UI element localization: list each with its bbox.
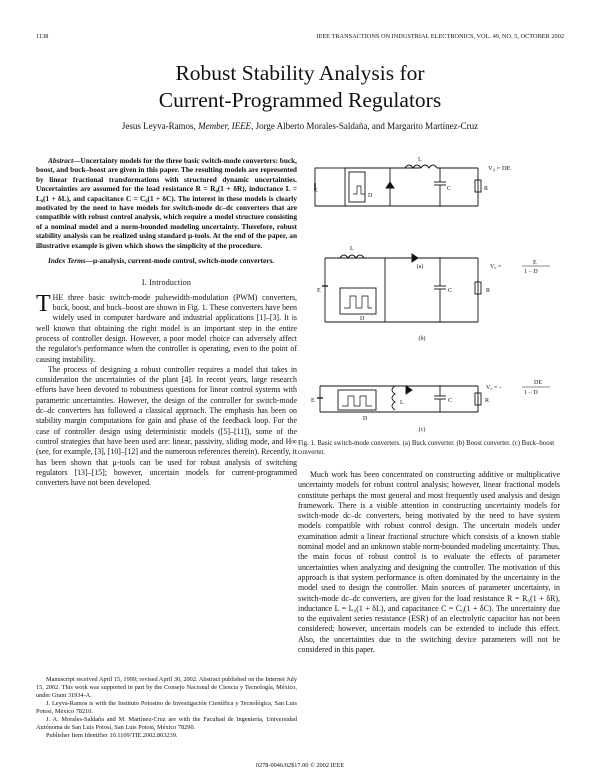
- subfigure-label-a: (a): [416, 264, 424, 270]
- section-heading: I. Introduction: [141, 278, 192, 288]
- label-r-c: R: [485, 398, 490, 404]
- label-e-c: E: [311, 398, 315, 404]
- abstract-label: Abstract: [48, 156, 74, 165]
- vo-equation-b-numerator: E: [533, 260, 537, 266]
- abstract: [36, 156, 297, 250]
- label-r-b: R: [486, 288, 491, 294]
- footnote: J. A. Morales-Saldaña and M. Martínez-Cruz are with the Facultad de Ingeniería, Universidad Autónoma de San Luis Potosí, San Luis Potosí, México 78290.: [36, 716, 297, 731]
- figure-caption: Fig. 1. Basic switch-mode converters. (a) Buck converter. (b) Boost converter. (c) Buck–boost converter.: [298, 440, 555, 456]
- footnote: Publisher Item Identifier 10.1109/TIE.2002.803239.: [46, 732, 178, 739]
- label-c-c: C: [448, 398, 453, 404]
- page-number: 1138: [36, 33, 49, 40]
- right-column: [298, 470, 560, 655]
- label-r-a: R: [484, 186, 489, 192]
- intro-paragraph-2: The process of designing a robust controller requires a model that takes in consideration the uncertainties of the plant [4]. In recent years, large research efforts have been devoted to robustness questions for linear control systems with parametric uncertainties. However, the design of the controller for switch-mode dc–dc converters has followed a classical approach. The emphasis has been on stability margin computations for gain and phase of the feedback loop. For the case of controller design using deterministic models ([5]–[11]), some of the control strategies that have been used are: linear, passivity, sliding mode, and H∞ (see, for example, [3], [10]–[12] and the numerous references therein). Recently, it has been shown that μ-tools can be used for robust analysis of switching regulators [13]–[15]; however, uncertain models for current-programmed converters have not been developed.: [36, 364, 297, 488]
- label-l-b: L: [350, 246, 354, 252]
- intro-paragraph-1: [36, 290, 297, 365]
- footnote: J. Leyva-Ramos is with the Instituto Potosino de Investigación Científica y Tecnológica, San Luis Potosí, México 78210.: [36, 700, 297, 715]
- label-l-a: L: [418, 157, 422, 163]
- label-d-a: D: [368, 193, 373, 199]
- left-column: [36, 156, 297, 488]
- footnotes: [36, 676, 297, 740]
- index-terms-text: —μ-analysis, current-mode control, switch-mode converters.: [85, 256, 275, 266]
- drop-cap: T: [36, 290, 51, 317]
- label-d-c: D: [363, 416, 368, 422]
- label-e-b: E: [317, 288, 321, 294]
- label-l-c: L: [400, 400, 404, 406]
- authors-rest: , Jorge Alberto Morales-Saldaña, and Margarito Martínez-Cruz: [251, 121, 479, 131]
- label-c-b: C: [448, 288, 453, 294]
- label-d-b: D: [360, 316, 365, 322]
- abstract-text: —Uncertainty models for the three basic switch-mode converters: buck, boost, and buck–boost are given in this paper. The resulting models are represented by linear fractional transformations with structured dynamic uncertainties. Uncertainties are assumed for the load resistance R = R₀(1 + δR), inductance L = L₀(1 + δL), and capacitance C = C₀(1 + δC). The interest in these models is clearly motivated by the need to have models for switch-mode dc–dc converters that are compatible with robust control analysis, which require a model structure consisting of a nominal model and a norm-bounded modeling uncertainty. Therefore, robust stability analysis can be realized using standard μ-tools. At the end of the paper, an illustrative example is given which shows the simplicity of the procedure.: [36, 156, 297, 250]
- footnote: Manuscript received April 15, 1999; revised April 30, 2002. Abstract published on the Internet July 15, 2002. This work was supported in part by the Consejo Nacional de Ciencia y Tecnología, México, under Grant 31934-A.: [36, 676, 297, 699]
- vo-equation-c-prefix: V₀ = −: [486, 385, 503, 391]
- running-header: IEEE TRANSACTIONS ON INDUSTRIAL ELECTRONICS, VOL. 49, NO. 5, OCTOBER 2002: [316, 33, 564, 40]
- paper-title: [0, 60, 600, 114]
- title-line-1: Robust Stability Analysis for: [175, 61, 425, 85]
- label-c-a: C: [447, 186, 452, 192]
- title-line-2: Current-Programmed Regulators: [158, 88, 442, 112]
- right-paragraph: Much work has been concentrated on constructing additive or multiplicative uncertainty models for robust control analysis; however, linear fractional models constitute perhaps the most general and most frequently used analysis and design framework. There is a visible attention in constructing uncertainty models for switch-mode dc–dc converters, being motivated by the need to have system models compatible with robust control design. The uncertain models under examination admit a linear fractional structure which consists of a known stable nominal model and an unknown stable norm-bounded modeling uncertainty. Thus, the main focus of robust control is to evaluate the effects of parameter uncertainties when analyzing and designing the controller. The motivation of this approach is that system performance is often dominated by the uncertainty in the model used to design the controller. Main sources of parameter uncertainty, in switch-mode dc–dc converters, are given for the load resistance R = R₀(1 + δR), inductance L = L₀(1 + δL), and capacitance C = C₀(1 + δC). The uncertainty due to the equivalent series resistance (ESR) of an electrolytic capacitor has not been considered; however, uncertain models can be extended to include this effect. Also, the uncertainties due to the switching device parameters will not be considered in this paper.: [298, 470, 560, 655]
- intro-p1-text: HE three basic switch-mode pulsewidth-modulation (PWM) converters, buck, boost, and buck–boost are shown in Fig. 1. These converters have been widely used in computer hardware and industrial applications [1]–[3]. It is well known that obtaining the right model is an important step in the entire process of controller design. However, a poor model choice can adversely affect the regulator's performance when the controller is operating, even to the point of causing instability.: [36, 292, 297, 364]
- buck-boost-converter-diagram: [317, 386, 481, 412]
- copyright-footer: 0278-0046/02$17.00 © 2002 IEEE: [255, 762, 345, 769]
- authors: [0, 121, 600, 131]
- label-e-a: E: [314, 188, 318, 194]
- author-1-role: Member, IEEE: [198, 121, 252, 131]
- index-terms-label: Index Terms: [48, 256, 86, 266]
- subfigure-label-b: (b): [418, 336, 426, 342]
- vo-equation-c-denominator: 1 − D: [524, 390, 538, 396]
- index-terms: [36, 256, 297, 265]
- figure-1-circuits: [300, 150, 562, 435]
- buck-converter-diagram: [315, 165, 481, 206]
- vo-equation-a: V₀ = DE: [488, 165, 511, 172]
- vo-equation-c-numerator: DE: [534, 380, 542, 386]
- subfigure-label-c: (c): [418, 427, 426, 433]
- boost-converter-diagram: [322, 254, 481, 322]
- author-1: Jesus Leyva-Ramos,: [121, 121, 199, 131]
- vo-equation-b-prefix: V₀ =: [490, 264, 502, 270]
- vo-equation-b-denominator: 1 − D: [524, 269, 538, 275]
